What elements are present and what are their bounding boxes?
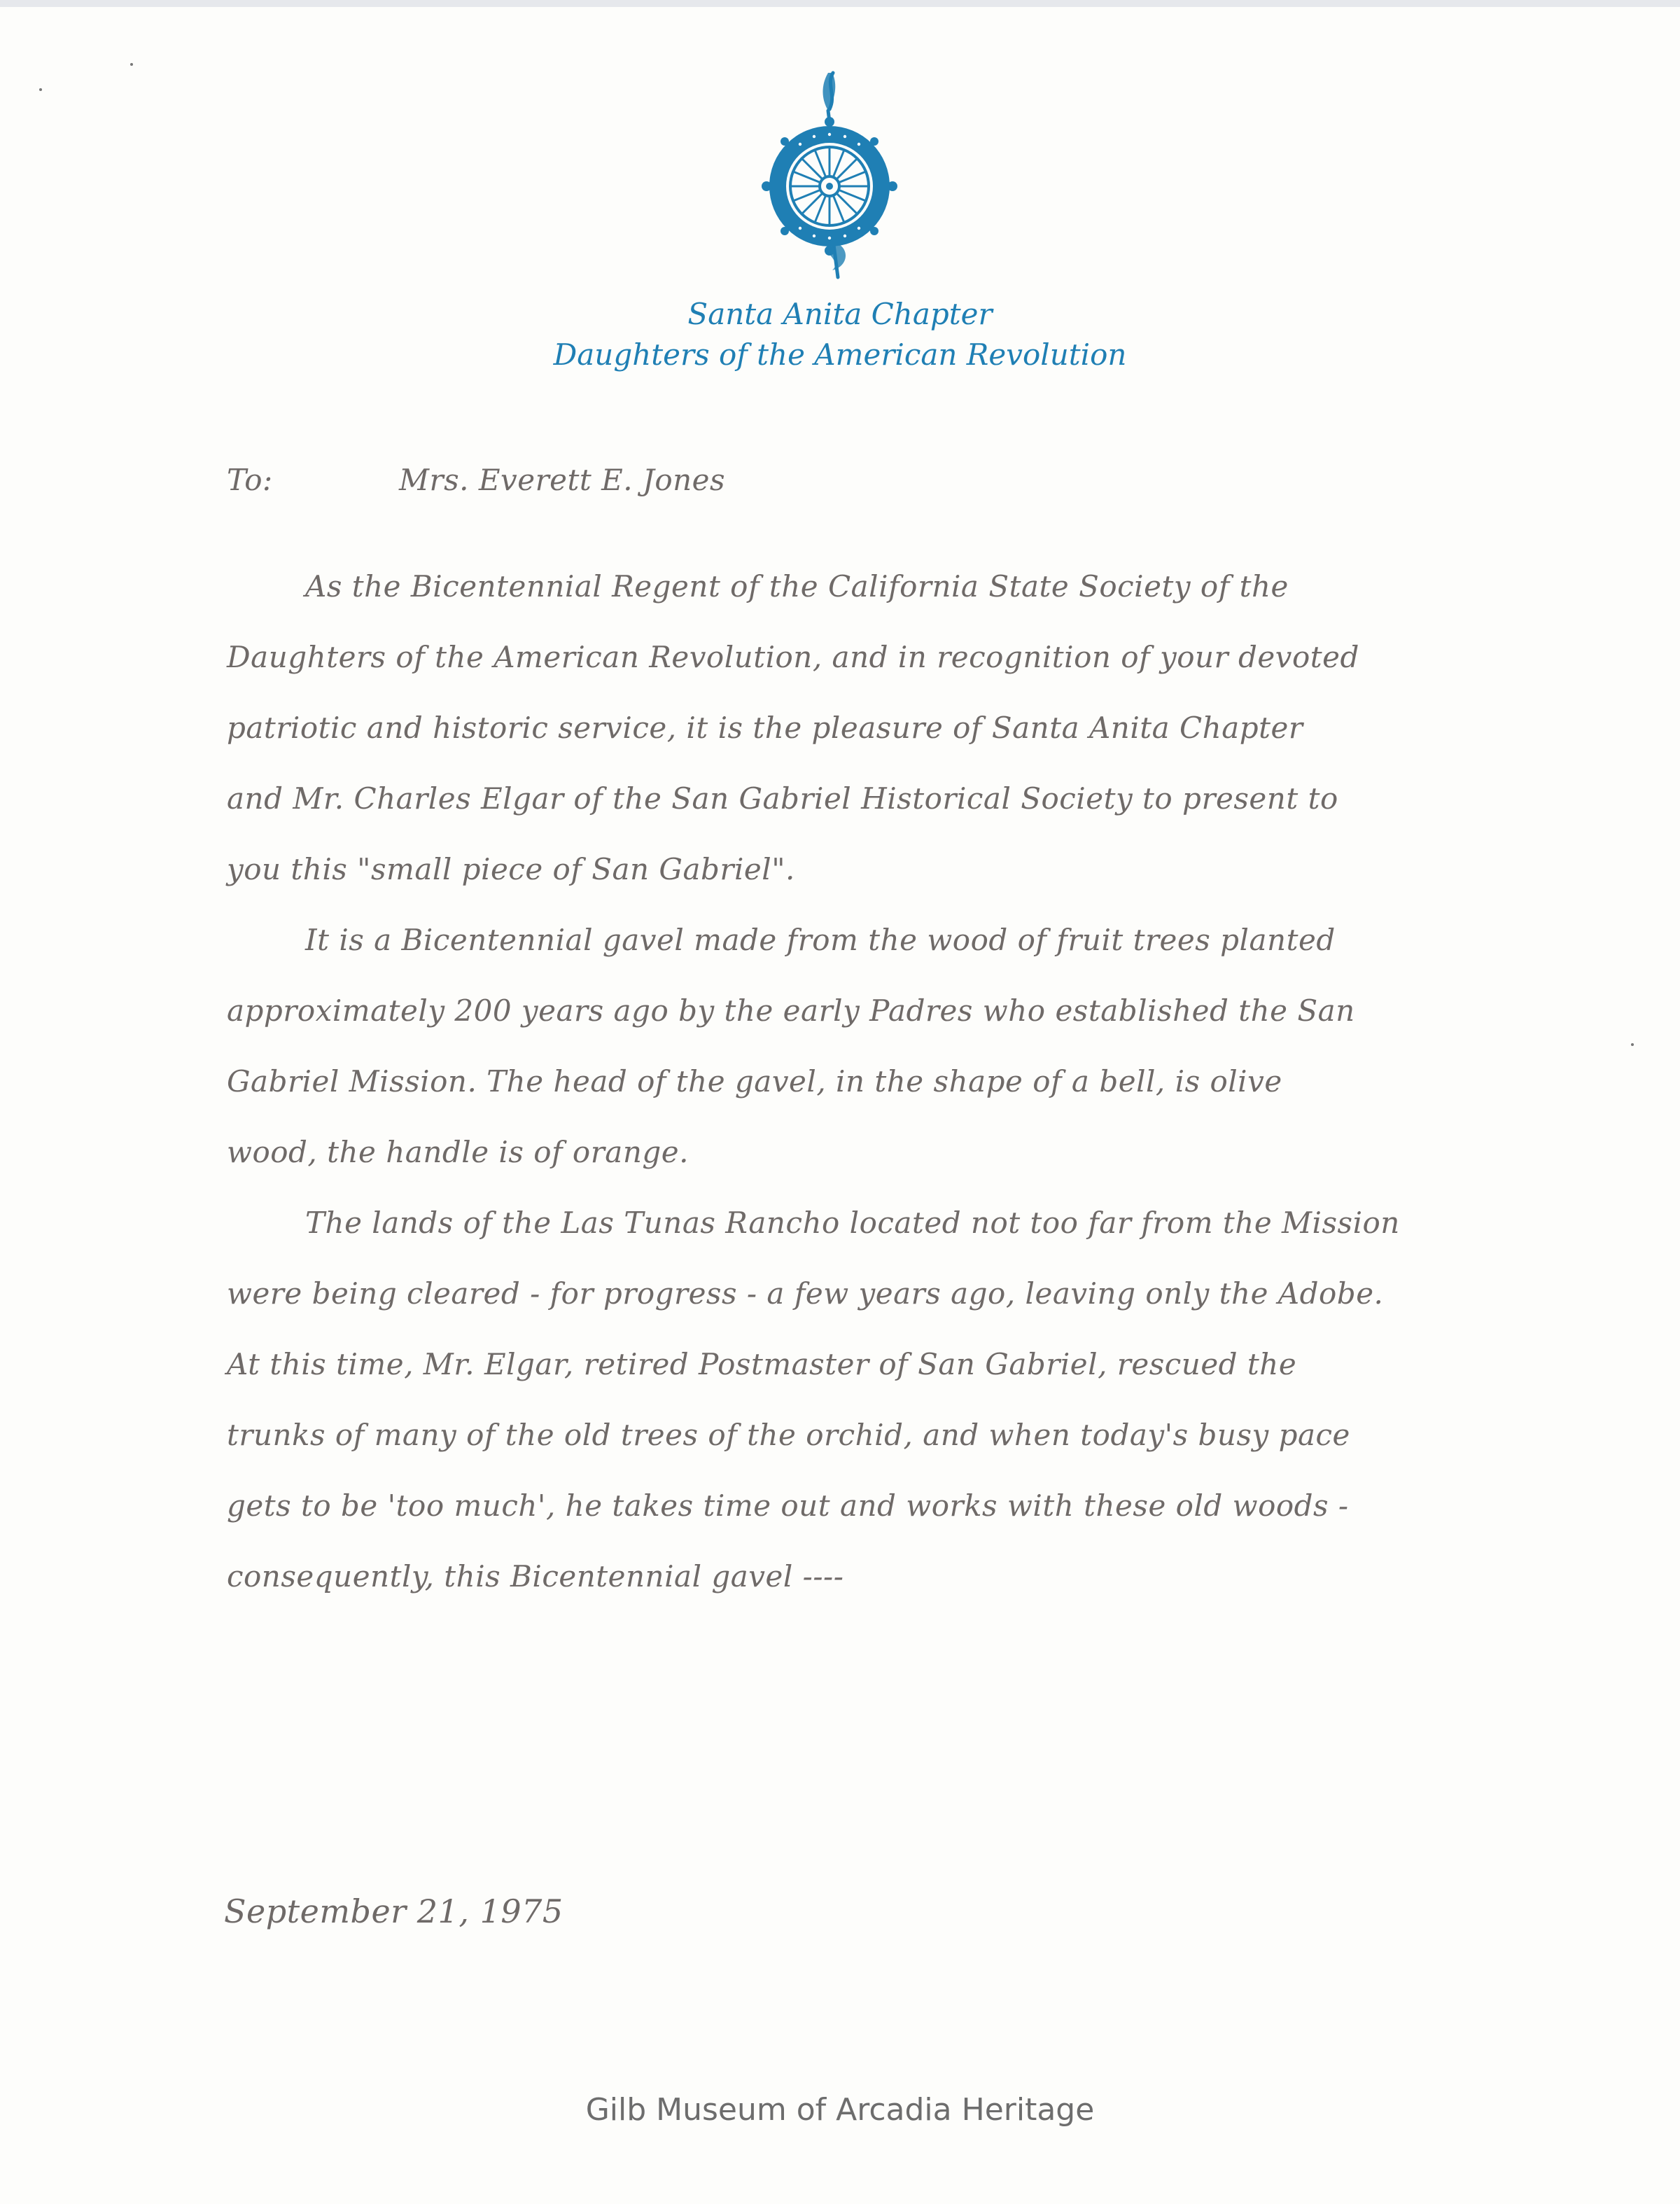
paper-speck (130, 63, 133, 66)
paper-speck (1631, 1043, 1634, 1046)
body-line: Gabriel Mission. The head of the gavel, in the shape of a bell, is olive (227, 1064, 1282, 1098)
body-line: consequently, this Bicentennial gavel ---- (227, 1559, 844, 1593)
recipient-name: Mrs. Everett E. Jones (399, 463, 726, 497)
body-line: you this "small piece of San Gabriel". (227, 852, 795, 886)
body-line: At this time, Mr. Elgar, retired Postmaster of San Gabriel, rescued the (227, 1347, 1297, 1381)
body-line: were being cleared - for progress - a few years ago, leaving only the Adobe. (227, 1276, 1384, 1311)
body-line: As the Bicentennial Regent of the California State Society of the (305, 569, 1289, 604)
body-line: It is a Bicentennial gavel made from the wood of fruit trees planted (305, 923, 1336, 957)
letter-body (227, 562, 1417, 1622)
recipient-label: To: (227, 463, 273, 497)
paper-speck (39, 88, 42, 91)
chapter-name: Santa Anita Chapter (687, 297, 993, 331)
museum-credit: Gilb Museum of Arcadia Heritage (585, 2092, 1095, 2128)
dar-insignia-wheel-icon (760, 67, 899, 284)
body-line: approximately 200 years ago by the early Padres who established the San (227, 993, 1355, 1028)
organization-name: Daughters of the American Revolution (553, 337, 1127, 372)
body-line: Daughters of the American Revolution, and in recognition of your devoted (227, 640, 1359, 674)
body-line: gets to be 'too much', he takes time out and works with these old woods - (227, 1488, 1349, 1523)
body-line: patriotic and historic service, it is the pleasure of Santa Anita Chapter (227, 711, 1303, 745)
body-line: and Mr. Charles Elgar of the San Gabriel Historical Society to present to (227, 781, 1338, 816)
letter-date: September 21, 1975 (224, 1892, 564, 1930)
body-line: wood, the handle is of orange. (227, 1135, 689, 1169)
body-line: trunks of many of the old trees of the orchid, and when today's busy pace (227, 1418, 1350, 1452)
body-line: The lands of the Las Tunas Rancho located not too far from the Mission (305, 1206, 1400, 1240)
